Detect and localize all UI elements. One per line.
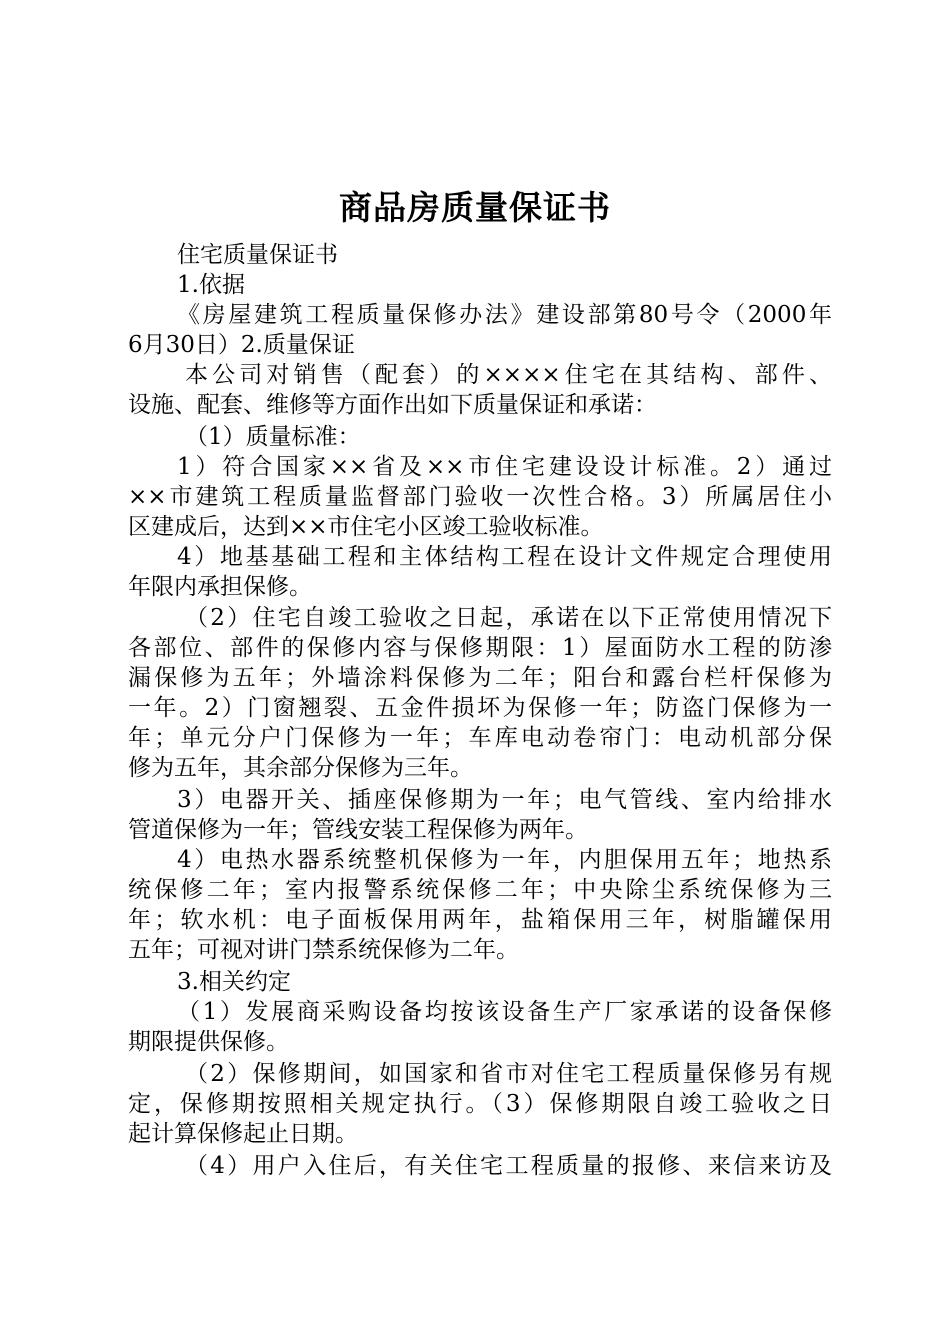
paragraph-line: 《房屋建筑工程质量保修办法》建设部第80号令（2000年 — [177, 302, 832, 328]
paragraph-line: 定，保修期按照相关规定执行。（3）保修期限自竣工验收之日 — [128, 1091, 832, 1117]
paragraph-line: 1）符合国家××省及××市住宅建设设计标准。2）通过 — [177, 454, 832, 480]
paragraph-line: 本公司对销售（配套）的××××住宅在其结构、部件、 — [185, 362, 832, 388]
paragraph-line: 年；单元分户门保修为一年；车库电动卷帘门：电动机部分保 — [128, 725, 832, 751]
paragraph-line: 修为五年，其余部分保修为三年。 — [128, 755, 473, 781]
paragraph-line: （4）用户入住后，有关住宅工程质量的报修、来信来访及 — [185, 1153, 832, 1179]
paragraph-line: 4）电热水器系统整机保修为一年，内胆保用五年；地热系 — [177, 847, 832, 873]
paragraph-line: 3）电器开关、插座保修期为一年；电气管线、室内给排水 — [177, 787, 832, 813]
paragraph-line: ××市建筑工程质量监督部门验收一次性合格。3）所属居住小 — [128, 484, 832, 510]
paragraph-line: 一年。2）门窗翘裂、五金件损坏为保修一年；防盗门保修为一 — [128, 695, 832, 721]
paragraph-line: 年限内承担保修。 — [128, 574, 312, 600]
section-heading-basis: 1.依据 — [177, 272, 245, 298]
paragraph-line: 区建成后，达到××市住宅小区竣工验收标准。 — [128, 514, 604, 540]
paragraph-line: 各部位、部件的保修内容与保修期限：1）屋面防水工程的防渗 — [128, 635, 832, 661]
paragraph-line: （2）住宅自竣工验收之日起，承诺在以下正常使用情况下 — [185, 605, 832, 631]
paragraph-line: （2）保修期间，如国家和省市对住宅工程质量保修另有规 — [185, 1061, 832, 1087]
paragraph-line: 统保修二年；室内报警系统保修二年；中央除尘系统保修为三 — [128, 877, 832, 903]
paragraph-line: 漏保修为五年；外墙涂料保修为二年；阳台和露台栏杆保修为 — [128, 665, 832, 691]
paragraph-line: 期限提供保修。 — [128, 1029, 289, 1055]
paragraph-line: （1）发展商采购设备均按该设备生产厂家承诺的设备保修 — [177, 999, 832, 1025]
subheading-quality-standard: （1）质量标准： — [185, 424, 361, 450]
document-title: 商品房质量保证书 — [339, 188, 611, 227]
paragraph-line: 6月30日）2.质量保证 — [128, 332, 355, 358]
paragraph-line: 起计算保修起止日期。 — [128, 1121, 358, 1147]
paragraph-line: 年；软水机：电子面板保用两年，盐箱保用三年，树脂罐保用 — [128, 907, 832, 933]
paragraph-line: 4）地基基础工程和主体结构工程在设计文件规定合理使用 — [177, 544, 832, 570]
heading-residential-guarantee: 住宅质量保证书 — [177, 242, 338, 268]
paragraph-line: 五年；可视对讲门禁系统保修为二年。 — [128, 937, 519, 963]
paragraph-line: 设施、配套、维修等方面作出如下质量保证和承诺： — [128, 392, 657, 418]
section-heading-related-terms: 3.相关约定 — [177, 969, 291, 995]
paragraph-line: 管道保修为一年；管线安装工程保修为两年。 — [128, 817, 588, 843]
